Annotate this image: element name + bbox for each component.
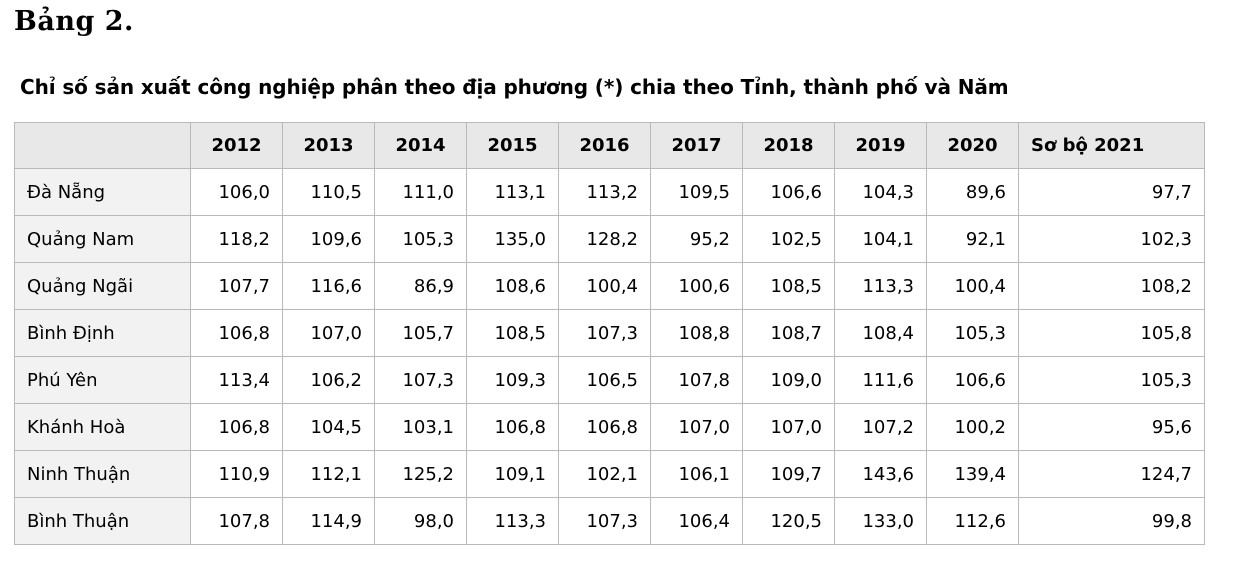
table-cell: 108,6	[467, 263, 559, 310]
column-header-2012: 2012	[191, 123, 283, 169]
table-row	[15, 451, 1205, 498]
row-label: Bình Định	[15, 310, 191, 357]
table-header	[15, 123, 1205, 169]
table-cell: 106,1	[651, 451, 743, 498]
table-cell: 86,9	[375, 263, 467, 310]
table-cell: 112,6	[927, 498, 1019, 545]
row-label: Ninh Thuận	[15, 451, 191, 498]
table-cell: 113,3	[467, 498, 559, 545]
table-cell: 106,8	[467, 404, 559, 451]
table-cell: 108,7	[743, 310, 835, 357]
table-cell: 107,8	[651, 357, 743, 404]
table-body	[15, 169, 1205, 545]
table-cell: 102,3	[1019, 216, 1205, 263]
column-header-2015: 2015	[467, 123, 559, 169]
industrial-production-index-table	[14, 122, 1205, 545]
document-page	[0, 6, 1234, 586]
row-label: Khánh Hoà	[15, 404, 191, 451]
table-cell: 108,5	[467, 310, 559, 357]
table-cell: 106,8	[191, 404, 283, 451]
table-title: Chỉ số sản xuất công nghiệp phân theo địa phương (*) chia theo Tỉnh, thành phố và Năm	[20, 75, 1009, 100]
table-row	[15, 498, 1205, 545]
table-cell: 92,1	[927, 216, 1019, 263]
table-cell: 108,4	[835, 310, 927, 357]
table-cell: 105,3	[927, 310, 1019, 357]
table-cell: 99,8	[1019, 498, 1205, 545]
row-label: Phú Yên	[15, 357, 191, 404]
column-header-2018: 2018	[743, 123, 835, 169]
table-cell: 106,0	[191, 169, 283, 216]
table-cell: 109,0	[743, 357, 835, 404]
table-cell: 108,8	[651, 310, 743, 357]
table-cell: 97,7	[1019, 169, 1205, 216]
table-cell: 118,2	[191, 216, 283, 263]
table-cell: 128,2	[559, 216, 651, 263]
row-label: Quảng Ngãi	[15, 263, 191, 310]
table-cell: 120,5	[743, 498, 835, 545]
table-cell: 100,4	[559, 263, 651, 310]
table-cell: 107,0	[651, 404, 743, 451]
table-header-row	[15, 123, 1205, 169]
table-cell: 113,1	[467, 169, 559, 216]
table-cell: 102,1	[559, 451, 651, 498]
table-corner-header	[15, 123, 191, 169]
table-cell: 105,3	[375, 216, 467, 263]
table-cell: 109,6	[283, 216, 375, 263]
row-label: Đà Nẵng	[15, 169, 191, 216]
table-cell: 89,6	[927, 169, 1019, 216]
table-cell: 105,3	[1019, 357, 1205, 404]
table-cell: 106,4	[651, 498, 743, 545]
table-cell: 107,3	[559, 498, 651, 545]
table-cell: 108,2	[1019, 263, 1205, 310]
table-cell: 116,6	[283, 263, 375, 310]
column-header-2020: 2020	[927, 123, 1019, 169]
table-cell: 105,7	[375, 310, 467, 357]
table-cell: 107,3	[559, 310, 651, 357]
table-cell: 124,7	[1019, 451, 1205, 498]
table-cell: 107,8	[191, 498, 283, 545]
table-cell: 106,6	[927, 357, 1019, 404]
table-cell: 100,2	[927, 404, 1019, 451]
table-cell: 111,0	[375, 169, 467, 216]
table-cell: 111,6	[835, 357, 927, 404]
column-header-2019: 2019	[835, 123, 927, 169]
table-cell: 133,0	[835, 498, 927, 545]
table-cell: 95,6	[1019, 404, 1205, 451]
table-cell: 107,0	[283, 310, 375, 357]
column-header-2013: 2013	[283, 123, 375, 169]
table-cell: 109,3	[467, 357, 559, 404]
table-cell: 125,2	[375, 451, 467, 498]
table-cell: 95,2	[651, 216, 743, 263]
table-row	[15, 357, 1205, 404]
table-cell: 103,1	[375, 404, 467, 451]
table-cell: 106,2	[283, 357, 375, 404]
column-header-2017: 2017	[651, 123, 743, 169]
row-label: Bình Thuận	[15, 498, 191, 545]
table-cell: 110,5	[283, 169, 375, 216]
table-cell: 106,6	[743, 169, 835, 216]
table-cell: 106,8	[191, 310, 283, 357]
table-cell: 139,4	[927, 451, 1019, 498]
column-header-2021-preliminary: Sơ bộ 2021	[1019, 123, 1205, 169]
column-header-2016: 2016	[559, 123, 651, 169]
table-cell: 109,5	[651, 169, 743, 216]
row-label: Quảng Nam	[15, 216, 191, 263]
table-cell: 113,4	[191, 357, 283, 404]
table-cell: 113,2	[559, 169, 651, 216]
table-cell: 110,9	[191, 451, 283, 498]
table-cell: 100,4	[927, 263, 1019, 310]
table-row	[15, 310, 1205, 357]
table-cell: 107,2	[835, 404, 927, 451]
table-cell: 143,6	[835, 451, 927, 498]
table-cell: 105,8	[1019, 310, 1205, 357]
table-cell: 98,0	[375, 498, 467, 545]
table-cell: 135,0	[467, 216, 559, 263]
table-cell: 113,3	[835, 263, 927, 310]
table-cell: 104,3	[835, 169, 927, 216]
table-cell: 109,7	[743, 451, 835, 498]
table-row	[15, 263, 1205, 310]
table-cell: 107,3	[375, 357, 467, 404]
table-cell: 107,7	[191, 263, 283, 310]
table-cell: 112,1	[283, 451, 375, 498]
table-cell: 102,5	[743, 216, 835, 263]
column-header-2014: 2014	[375, 123, 467, 169]
table-cell: 107,0	[743, 404, 835, 451]
table-cell: 106,5	[559, 357, 651, 404]
table-cell: 104,5	[283, 404, 375, 451]
table-cell: 106,8	[559, 404, 651, 451]
table-cell: 100,6	[651, 263, 743, 310]
table-cell: 109,1	[467, 451, 559, 498]
table-row	[15, 169, 1205, 216]
table-row	[15, 404, 1205, 451]
table-cell: 114,9	[283, 498, 375, 545]
table-cell: 104,1	[835, 216, 927, 263]
table-row	[15, 216, 1205, 263]
table-number: Bảng 2.	[14, 6, 134, 37]
table-cell: 108,5	[743, 263, 835, 310]
